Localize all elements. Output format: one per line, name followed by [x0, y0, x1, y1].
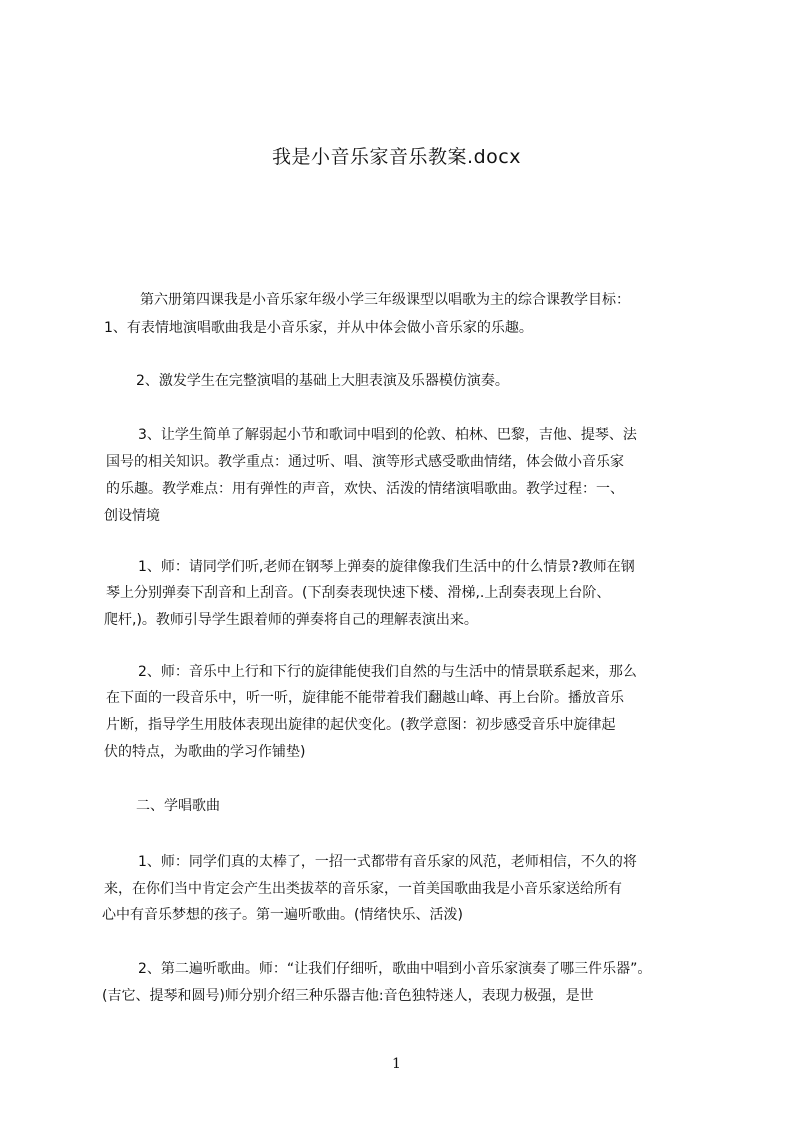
text-line: 爬杆,)。教师引导学生跟着师的弹奏将自己的理解表演出来。 — [104, 612, 478, 628]
document-title: 我是小音乐家音乐教案.docx — [272, 146, 521, 168]
text-line: 片断，指导学生用肢体表现出旋律的起伏变化。(教学意图：初步感受音乐中旋律起 — [106, 717, 616, 733]
text-line: 1、有表情地演唱歌曲我是小音乐家，并从中体会做小音乐家的乐趣。 — [104, 320, 533, 336]
text-line: 琴上分别弹奏下刮音和上刮音。(下刮奏表现快速下楼、滑梯,.上刮奏表现上台阶、 — [106, 585, 611, 601]
text-line: 1、师：请同学们听,老师在钢琴上弹奏的旋律像我们生活中的什么情景?教师在钢 — [138, 559, 635, 575]
page-number: 1 — [392, 1056, 401, 1072]
text-line: (吉它、提琴和圆号)师分别介绍三种乐器吉他:音色独特迷人，表现力极强，是世 — [102, 988, 594, 1004]
text-line: 2、师：音乐中上行和下行的旋律能使我们自然的与生活中的情景联系起来，那么 — [138, 664, 637, 680]
text-line: 2、第二遍听歌曲。师：“让我们仔细听，歌曲中唱到小音乐家演奏了哪三件乐器”。 — [138, 961, 652, 977]
text-line: 第六册第四课我是小音乐家年级小学三年级课型以唱歌为主的综合课教学目标： — [140, 292, 630, 308]
text-line: 在下面的一段音乐中，听一听，旋律能不能带着我们翻越山峰、再上台阶。播放音乐 — [106, 690, 624, 706]
text-line: 伏的特点，为歌曲的学习作铺垫) — [104, 744, 306, 760]
text-line: 2、激发学生在完整演唱的基础上大胆表演及乐器模仿演奏。 — [136, 373, 509, 389]
text-line: 的乐趣。教学难点：用有弹性的声音，欢快、活泼的情绪演唱歌曲。教学过程：一、 — [106, 481, 624, 497]
text-line: 心中有音乐梦想的孩子。第一遍听歌曲。(情绪快乐、活泼) — [102, 907, 463, 923]
text-line: 国号的相关知识。教学重点：通过听、唱、演等形式感受歌曲情绪，体会做小音乐家 — [106, 454, 624, 470]
text-line: 创设情境 — [104, 508, 160, 524]
section-heading: 二、学唱歌曲 — [136, 798, 220, 814]
text-line: 3、让学生简单了解弱起小节和歌词中唱到的伦敦、柏林、巴黎，吉他、提琴、法 — [138, 427, 637, 443]
text-line: 来，在你们当中肯定会产生出类拔萃的音乐家，一首美国歌曲我是小音乐家送给所有 — [104, 881, 622, 897]
text-line: 1、师：同学们真的太棒了，一招一式都带有音乐家的风范，老师相信，不久的将 — [138, 854, 637, 870]
